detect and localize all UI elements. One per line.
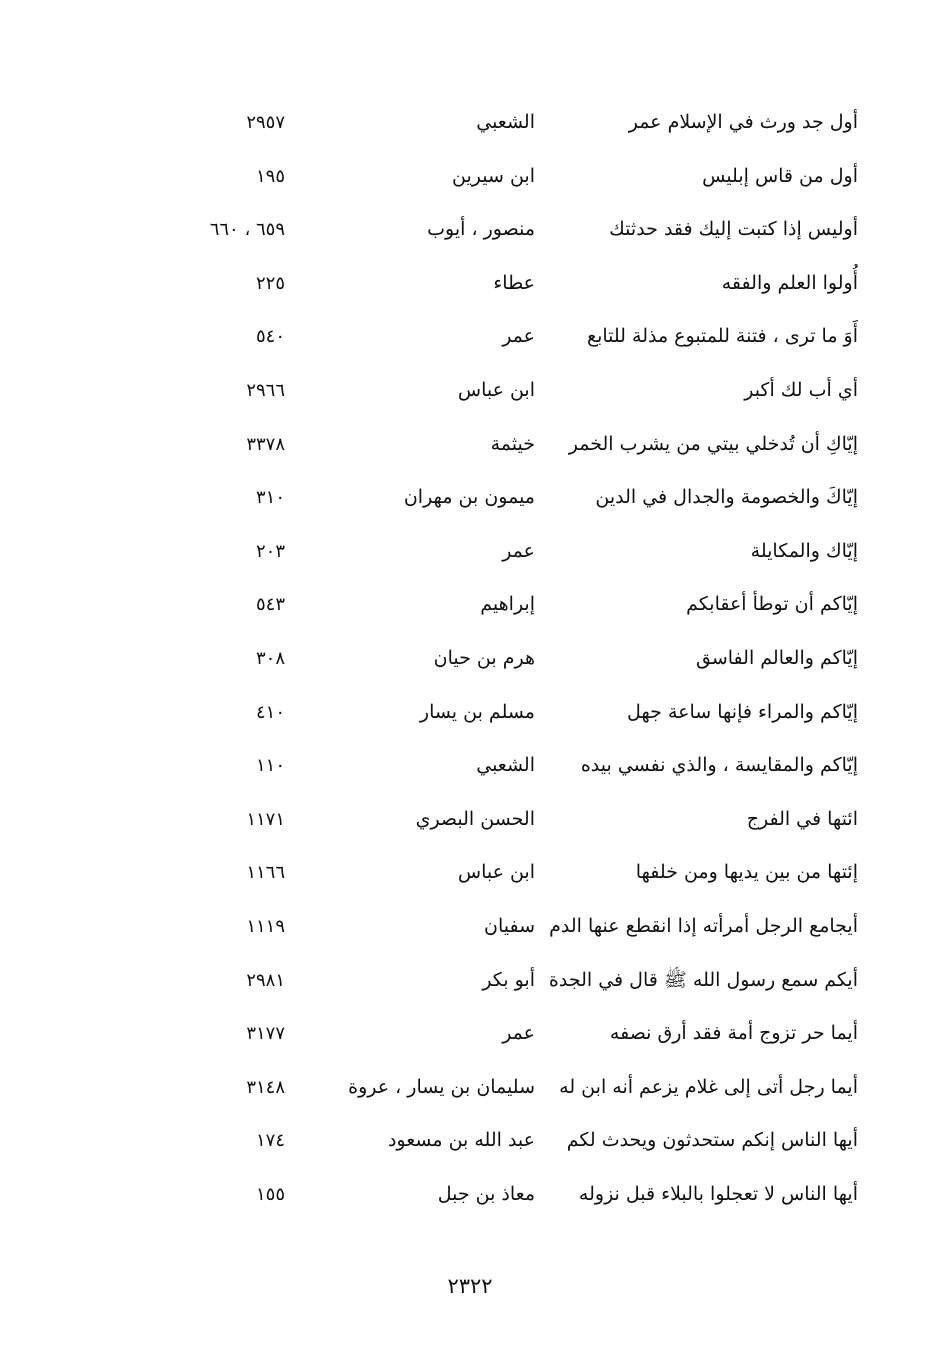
entry-reference-numbers: ٢٢٥ [255,272,285,294]
index-entry [0,739,940,793]
index-entry [0,846,940,900]
entry-saying: إيّاك والمكايلة [750,539,858,562]
index-entry [0,1061,940,1115]
entry-narrator: الشعبي [476,754,535,777]
entry-narrator: منصور ، أيوب [427,218,535,241]
entry-saying: إيّاكم والمراء فإنها ساعة جهل [627,700,858,723]
entry-reference-numbers: ٦٥٩ ، ٦٦٠ [209,219,285,241]
index-entry [0,257,940,311]
index-entry [0,900,940,954]
entry-saying: أيما رجل أتى إلى غلام يزعم أنه ابن له [559,1075,858,1098]
entry-reference-numbers: ٣١٠ [255,487,285,509]
index-entry [0,632,940,686]
entry-reference-numbers: ٢٠٣ [255,540,285,562]
entry-saying: أيما حر تزوج أمة فقد أرق نصفه [609,1022,858,1045]
entry-narrator: ميمون بن مهران [403,486,535,509]
entry-reference-numbers: ٥٤٠ [255,326,285,348]
index-entry [0,418,940,472]
entry-saying: إيّاكم والمقايسة ، والذي نفسي بيده [580,754,858,777]
entry-reference-numbers: ٢٩٨١ [246,969,285,991]
entry-narrator: عطاء [493,271,535,294]
index-list [0,96,940,1221]
page-number: ٢٣٢٢ [447,1274,493,1298]
entry-saying: إيّاكَ والخصومة والجدال في الدين [595,486,858,509]
index-entry [0,525,940,579]
entry-reference-numbers: ١٩٥ [255,165,285,187]
entry-saying: ائتها في الفرج [746,807,858,830]
index-entry [0,364,940,418]
entry-narrator: عمر [502,539,535,562]
entry-saying: أَوَ ما ترى ، فتنة للمتبوع مذلة للتابع [586,325,858,348]
entry-saying: إيّاكم والعالم الفاسق [696,646,858,669]
index-entry [0,203,940,257]
entry-narrator: عمر [502,325,535,348]
entry-reference-numbers: ١١٦٦ [246,862,285,884]
entry-narrator: الحسن البصري [415,807,535,830]
index-entry [0,793,940,847]
entry-saying: أوليس إذا كتبت إليك فقد حدثتك [609,218,858,241]
entry-reference-numbers: ٤١٠ [255,701,285,723]
entry-reference-numbers: ١٥٥ [255,1183,285,1205]
entry-narrator: ابن عباس [457,861,535,884]
entry-narrator: مسلم بن يسار [419,700,535,723]
entry-reference-numbers: ٣٠٨ [255,647,285,669]
index-entry [0,578,940,632]
entry-reference-numbers: ١١٧١ [246,808,285,830]
entry-saying: أُولوا العلم والفقه [721,271,858,294]
entry-saying: أيجامع الرجل أمرأته إذا انقطع عنها الدم [549,914,858,937]
entry-reference-numbers: ١١١٩ [246,915,285,937]
entry-saying: أي أب لك أكبر [744,378,858,401]
entry-reference-numbers: ١١٠ [255,755,285,777]
entry-saying: أول جد ورث في الإسلام عمر [628,111,858,133]
index-entry [0,150,940,204]
entry-narrator: معاذ بن جبل [437,1182,535,1205]
entry-narrator: خيثمة [490,432,535,455]
entry-saying: إئتها من بين يديها ومن خلفها [635,861,858,884]
index-entry [0,1007,940,1061]
entry-narrator: عمر [502,1022,535,1045]
index-entry [0,1168,940,1222]
entry-narrator: هرم بن حيان [433,646,535,669]
entry-reference-numbers: ١٧٤ [255,1130,285,1152]
entry-saying: أيكم سمع رسول الله ﷺ قال في الجدة [548,968,858,991]
entry-narrator: ابن سيرين [452,164,535,187]
entry-narrator: إبراهيم [480,593,535,616]
entry-narrator: الشعبي [476,111,535,133]
entry-saying: أيها الناس إنكم ستحدثون ويحدث لكم [566,1129,858,1152]
entry-narrator: ابن عباس [457,378,535,401]
entry-narrator: عبد الله بن مسعود [387,1129,535,1152]
entry-saying: إيّاكم أن توطأ أعقابكم [686,593,858,616]
index-entry [0,471,940,525]
entry-reference-numbers: ٥٤٣ [255,594,285,616]
index-entry [0,96,940,150]
index-entry [0,1114,940,1168]
entry-reference-numbers: ٣١٤٨ [246,1076,285,1098]
entry-reference-numbers: ٢٩٥٧ [246,112,285,133]
entry-narrator: أبو بكر [482,968,535,991]
entry-reference-numbers: ٣١٧٧ [246,1023,285,1045]
index-entry [0,310,940,364]
entry-reference-numbers: ٣٣٧٨ [246,433,285,455]
index-entry [0,954,940,1008]
entry-saying: أول من قاس إبليس [702,164,858,187]
entry-narrator: سفيان [483,914,535,937]
entry-narrator: سليمان بن يسار ، عروة [348,1075,535,1098]
entry-reference-numbers: ٢٩٦٦ [246,379,285,401]
entry-saying: أيها الناس لا تعجلوا بالبلاء قبل نزوله [578,1182,858,1205]
index-entry [0,686,940,740]
entry-saying: إيّاكِ أن تُدخلي بيتي من يشرب الخمر [568,432,858,455]
